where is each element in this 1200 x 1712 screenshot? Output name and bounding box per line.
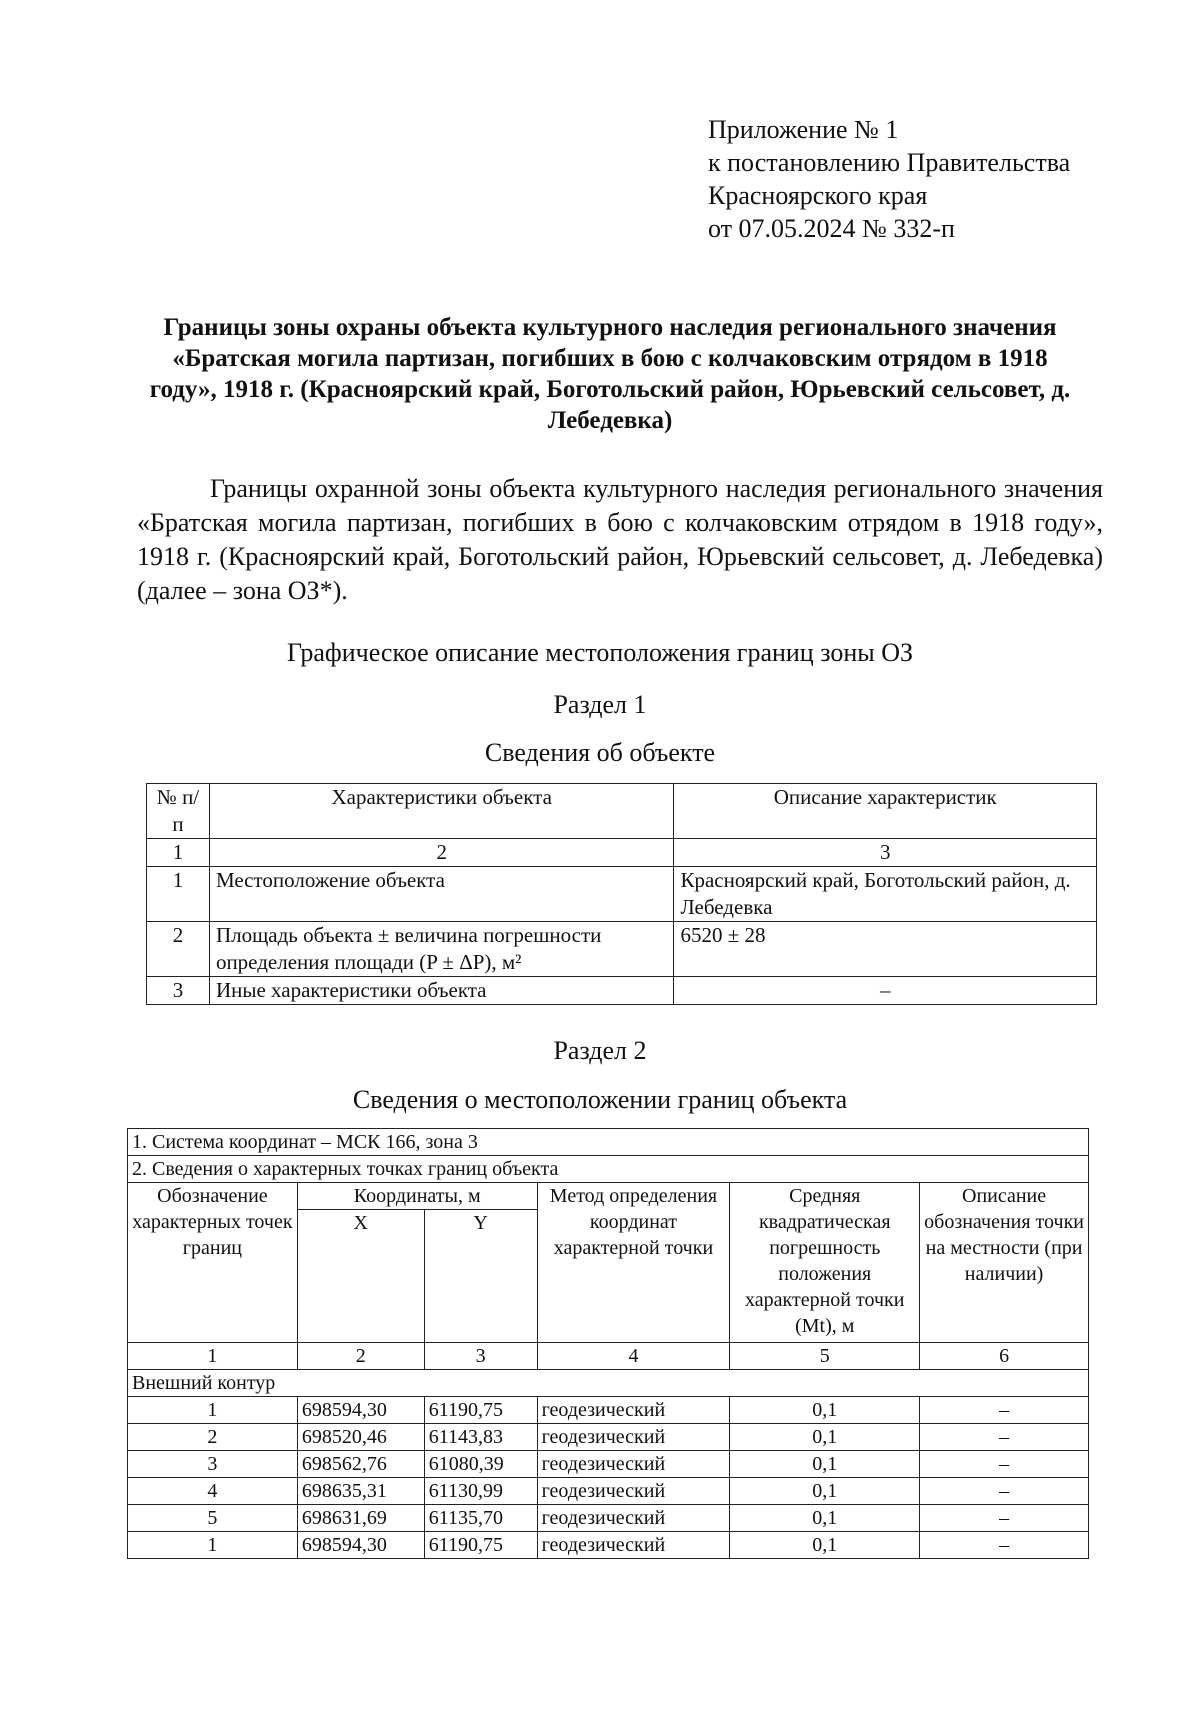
table-row	[128, 1478, 1089, 1505]
point-description: –	[920, 1424, 1089, 1451]
coord-x: 698594,30	[297, 1397, 424, 1424]
section2-heading: Сведения о местоположении границ объекта	[352, 1085, 848, 1114]
error-value: 0,1	[730, 1424, 920, 1451]
table-index-row	[147, 839, 1097, 867]
method: геодезический	[537, 1532, 730, 1559]
point-id: 1	[128, 1397, 298, 1424]
row-description: –	[674, 977, 1097, 1005]
coord-x: 698594,30	[297, 1532, 424, 1559]
row-description: 6520 ± 28	[674, 922, 1097, 977]
index-cell: 6	[920, 1343, 1089, 1370]
section1-heading: Сведения об объекте	[484, 738, 716, 767]
appendix-line: Красноярского края	[708, 181, 928, 210]
coord-y: 61143,83	[424, 1424, 537, 1451]
row-characteristic: Местоположение объекта	[209, 867, 674, 922]
table-row	[128, 1424, 1089, 1451]
method: геодезический	[537, 1397, 730, 1424]
index-cell: 3	[674, 839, 1097, 867]
coordinate-system: 1. Система координат – МСК 166, зона 3	[128, 1129, 1089, 1156]
table-index-row	[128, 1343, 1089, 1370]
coord-y: 61190,75	[424, 1397, 537, 1424]
error-value: 0,1	[730, 1451, 920, 1478]
method: геодезический	[537, 1478, 730, 1505]
appendix-line: к постановлению Правительства	[708, 148, 1071, 177]
point-id: 1	[128, 1532, 298, 1559]
header-error: Средняя квадратическая погрешность положения характерной точки (Mt), м	[730, 1183, 920, 1343]
index-cell: 3	[424, 1343, 537, 1370]
index-cell: 2	[297, 1343, 424, 1370]
row-characteristic: Площадь объекта ± величина погрешности определения площади (P ± ΔP), м²	[209, 922, 674, 977]
boundary-points-table	[127, 1128, 1089, 1559]
appendix-line: от 07.05.2024 № 332-п	[708, 214, 955, 243]
index-cell: 1	[147, 839, 210, 867]
point-description: –	[920, 1478, 1089, 1505]
point-description: –	[920, 1532, 1089, 1559]
header-description: Описание характеристик	[674, 784, 1097, 839]
index-cell: 2	[209, 839, 674, 867]
point-id: 2	[128, 1424, 298, 1451]
header-characteristic: Характеристики объекта	[209, 784, 674, 839]
header-point: Обозначение характерных точек границ	[128, 1183, 298, 1343]
table-row	[147, 922, 1097, 977]
points-title: 2. Сведения о характерных точках границ объекта	[128, 1156, 1089, 1183]
table-row	[128, 1397, 1089, 1424]
error-value: 0,1	[730, 1478, 920, 1505]
point-description: –	[920, 1397, 1089, 1424]
header-coordinates: Координаты, м	[297, 1183, 537, 1210]
table-row	[147, 867, 1097, 922]
document-title: Границы зоны охраны объекта культурного наследия регионального значения «Братская могила партизан, погибших в бою с колчаковским отрядом в 1918 году», 1918 г. (Красноярский край, Боготольский район, Юрьевский сельсовет, д. Лебедевка)	[149, 314, 1071, 434]
coord-y: 61130,99	[424, 1478, 537, 1505]
point-id: 3	[128, 1451, 298, 1478]
section1-label: Раздел 1	[553, 690, 647, 719]
coord-x: 698631,69	[297, 1505, 424, 1532]
coordinate-system-row	[128, 1129, 1089, 1156]
index-cell: 4	[537, 1343, 730, 1370]
appendix-header	[708, 113, 1070, 245]
header-y: Y	[424, 1210, 537, 1343]
index-cell: 5	[730, 1343, 920, 1370]
contour-label: Внешний контур	[128, 1370, 1089, 1397]
row-characteristic: Иные характеристики объекта	[209, 977, 674, 1005]
section2-label: Раздел 2	[553, 1036, 647, 1065]
method: геодезический	[537, 1505, 730, 1532]
row-num: 1	[147, 867, 210, 922]
contour-row	[128, 1370, 1089, 1397]
graphic-heading: Графическое описание местоположения границ зоны ОЗ	[286, 638, 914, 667]
point-description: –	[920, 1451, 1089, 1478]
error-value: 0,1	[730, 1505, 920, 1532]
table-row	[128, 1451, 1089, 1478]
point-id: 4	[128, 1478, 298, 1505]
header-num: № п/п	[147, 784, 210, 839]
header-point-description: Описание обозначения точки на местности (при наличии)	[920, 1183, 1089, 1343]
object-info-table	[146, 783, 1097, 1005]
row-num: 2	[147, 922, 210, 977]
point-id: 5	[128, 1505, 298, 1532]
intro-paragraph	[137, 472, 1103, 608]
table-row	[128, 1505, 1089, 1532]
header-method: Метод определения координат характерной точки	[537, 1183, 730, 1343]
table-row	[147, 977, 1097, 1005]
intro-text: Границы охранной зоны объекта культурного наследия регионального значения «Братская могила партизан, погибших в бою с колчаковским отрядом в 1918 году», 1918 г. (Красноярский край, Боготольский район, Юрьевский сельсовет, д. Лебедевка) (далее – зона ОЗ*).	[137, 474, 1103, 605]
table-row	[128, 1532, 1089, 1559]
coord-y: 61135,70	[424, 1505, 537, 1532]
coord-x: 698520,46	[297, 1424, 424, 1451]
coord-x: 698562,76	[297, 1451, 424, 1478]
row-num: 3	[147, 977, 210, 1005]
index-cell: 1	[128, 1343, 298, 1370]
appendix-line: Приложение № 1	[708, 115, 899, 144]
error-value: 0,1	[730, 1397, 920, 1424]
table-header-row	[147, 784, 1097, 839]
header-x: X	[297, 1210, 424, 1343]
table-header-row	[128, 1183, 1089, 1210]
coord-y: 61080,39	[424, 1451, 537, 1478]
points-title-row	[128, 1156, 1089, 1183]
coord-y: 61190,75	[424, 1532, 537, 1559]
row-description: Красноярский край, Боготольский район, д. Лебедевка	[674, 867, 1097, 922]
method: геодезический	[537, 1451, 730, 1478]
method: геодезический	[537, 1424, 730, 1451]
point-description: –	[920, 1505, 1089, 1532]
error-value: 0,1	[730, 1532, 920, 1559]
coord-x: 698635,31	[297, 1478, 424, 1505]
